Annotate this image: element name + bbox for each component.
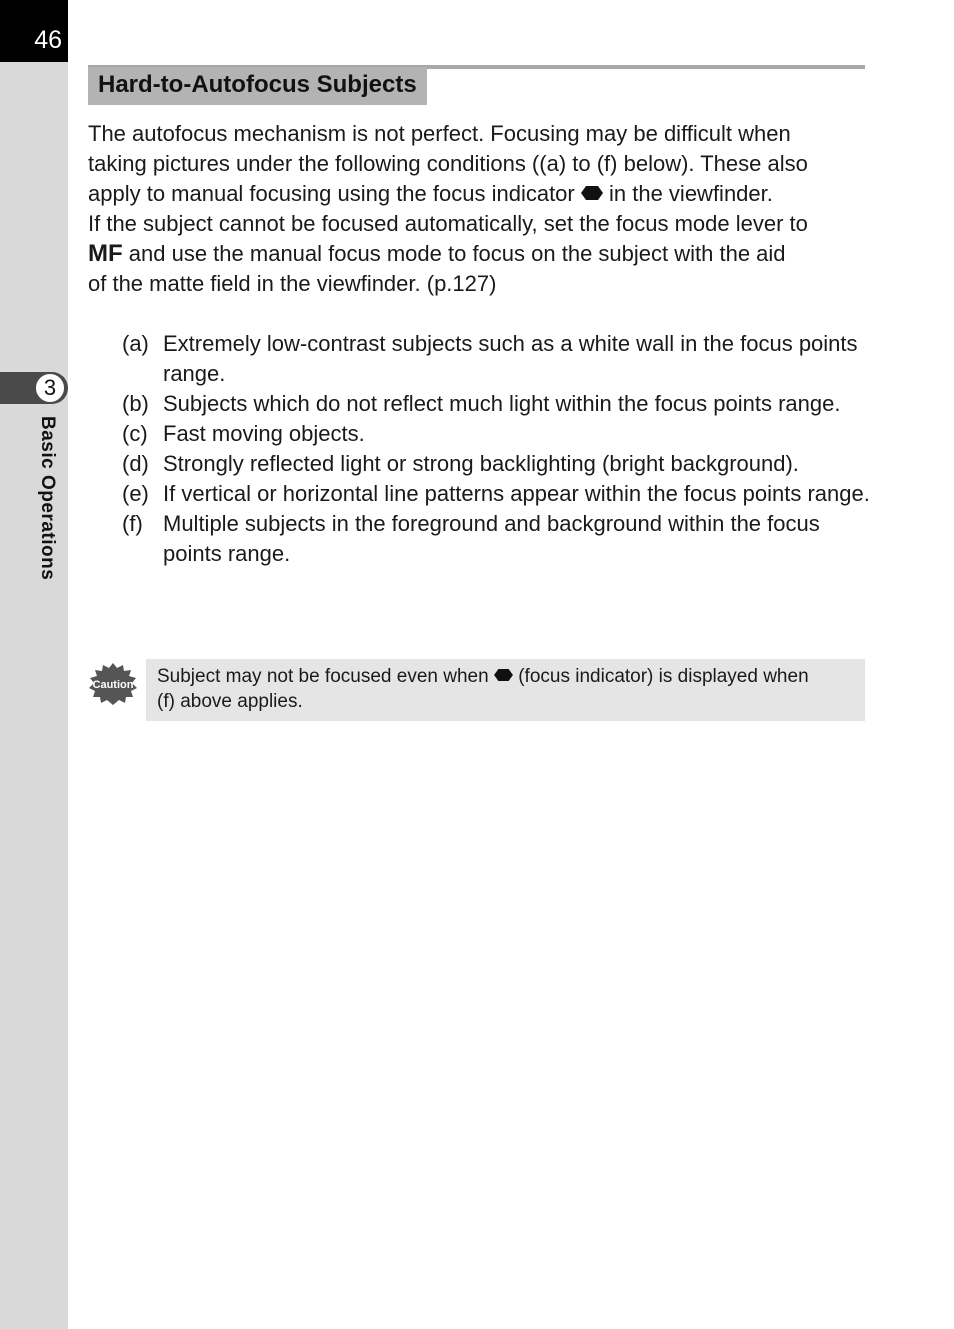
condition-text: If vertical or horizontal line patterns appear within the focus points range. (163, 481, 870, 506)
page-number: 46 (34, 26, 62, 54)
condition-text: Subjects which do not reflect much light within the focus points range. (163, 391, 841, 416)
intro-line (88, 239, 878, 269)
condition-label: (f) (122, 511, 143, 536)
intro-paragraph (88, 119, 878, 299)
caution-note (146, 659, 865, 721)
intro-line (88, 179, 878, 209)
list-item (122, 389, 882, 419)
caution-line: (f) above applies. (157, 691, 303, 712)
condition-label: (a) (122, 331, 149, 356)
condition-label: (b) (122, 391, 149, 416)
caution-line (157, 664, 854, 689)
list-item (122, 329, 882, 389)
caution-icon-label: Caution (92, 679, 134, 691)
intro-line: If the subject cannot be focused automatically, set the focus mode lever to (88, 211, 808, 236)
condition-label: (d) (122, 451, 149, 476)
intro-text: and use the manual focus mode to focus on the subject with the aid (128, 241, 786, 266)
list-item (122, 419, 882, 449)
intro-text: in the viewfinder. (609, 181, 773, 206)
list-item (122, 449, 882, 479)
caution-icon (88, 662, 138, 706)
condition-label: (c) (122, 421, 148, 446)
intro-text: apply to manual focusing using the focus indicator (88, 181, 575, 206)
caution-text: (focus indicator) is displayed when (518, 666, 809, 687)
caution-text: Subject may not be focused even when (157, 666, 489, 687)
condition-text: Multiple subjects in the foreground and background within the focus points range. (163, 511, 820, 566)
chapter-number: 3 (35, 373, 65, 403)
chapter-sidebar (0, 0, 68, 1329)
mf-mode-label: MF (88, 240, 123, 267)
condition-label: (e) (122, 481, 149, 506)
focus-indicator-icon (494, 669, 513, 681)
section-heading: Hard-to-Autofocus Subjects (88, 67, 427, 105)
intro-line: The autofocus mechanism is not perfect. Focusing may be difficult when (88, 121, 791, 146)
intro-line: of the matte field in the viewfinder. (p.127) (88, 271, 497, 296)
condition-text: Extremely low-contrast subjects such as a white wall in the focus points range. (163, 331, 858, 386)
chapter-title: Basic Operations (37, 416, 58, 581)
focus-indicator-icon (581, 186, 603, 200)
list-item (122, 479, 882, 509)
condition-text: Strongly reflected light or strong backlighting (bright background). (163, 451, 799, 476)
condition-text: Fast moving objects. (163, 421, 365, 446)
intro-line: taking pictures under the following conditions ((a) to (f) below). These also (88, 151, 808, 176)
conditions-list (122, 329, 882, 569)
list-item (122, 509, 882, 569)
